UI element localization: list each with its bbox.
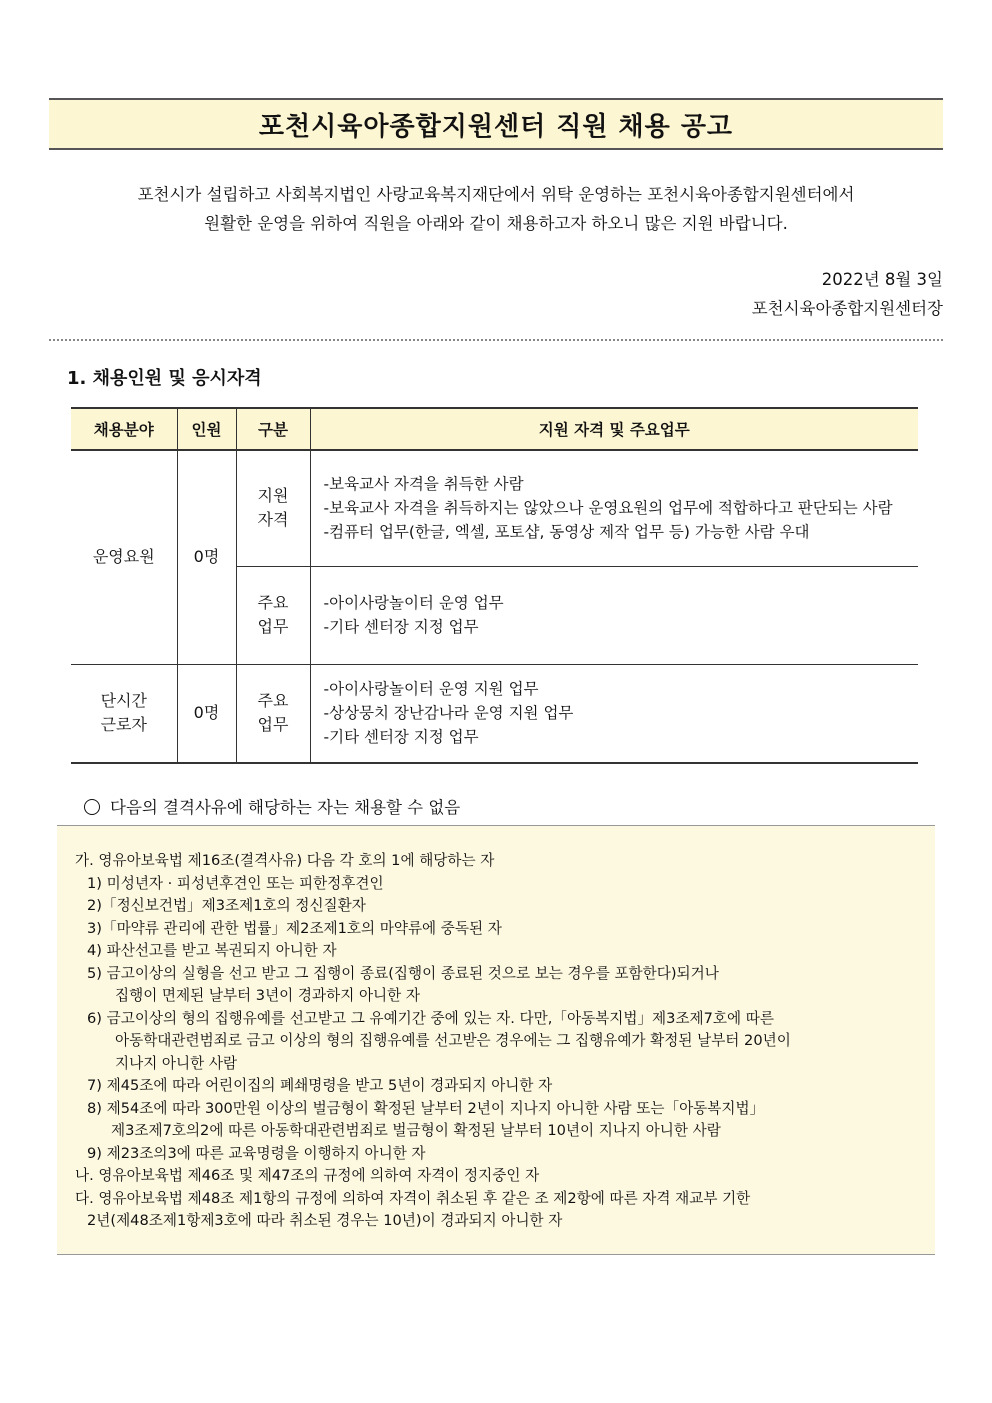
divider xyxy=(49,339,943,341)
qualification-list xyxy=(310,450,918,566)
reason-line: 4) 파산선고를 받고 복권되지 아니한 자 xyxy=(87,942,337,959)
list-item: -아이사랑놀이터 운영 업무 xyxy=(323,594,504,612)
reason-line: 나. 영유아보육법 제46조 및 제47조의 규정에 의하여 자격이 정지중인 자 xyxy=(75,1167,540,1184)
count-cell: 0명 xyxy=(177,450,236,664)
header-field: 채용분야 xyxy=(71,408,177,450)
reason-line: 9) 제23조의3에 따른 교육명령을 이행하지 아니한 자 xyxy=(87,1144,426,1162)
page-title: 포천시육아종합지원센터 직원 채용 공고 xyxy=(49,98,943,150)
category-label: 지원 xyxy=(257,486,289,506)
reason-line: 1) 미성년자 · 피성년후견인 또는 피한정후견인 xyxy=(87,874,384,892)
reason-line: 지나지 아니한 사람 xyxy=(115,1054,238,1072)
intro-line: 포천시가 설립하고 사회복지법인 사랑교육복지재단에서 위탁 운영하는 포천시육아종합지원센터에서 xyxy=(137,185,855,204)
announcement-date: 2022년 8월 3일 xyxy=(821,270,943,289)
recruitment-table xyxy=(71,407,918,764)
reason-line: 다. 영유아보육법 제48조 제1항의 규정에 의하여 자격이 취소된 후 같은 조 제2항에 따른 자격 재교부 기한 xyxy=(75,1189,751,1207)
reason-line: 아동학대관련범죄로 금고 이상의 형의 집행유예를 선고받은 경우에는 그 집행유예가 확정된 날부터 20년이 xyxy=(115,1032,791,1049)
list-item: -아이사랑놀이터 운영 지원 업무 xyxy=(323,680,539,699)
field-cell xyxy=(71,664,177,763)
count-cell: 0명 xyxy=(177,664,236,763)
section-title: 1. 채용인원 및 응시자격 xyxy=(67,368,262,389)
category-cell xyxy=(236,566,310,664)
category-label: 주요 xyxy=(257,593,289,612)
header-detail: 지원 자격 및 주요업무 xyxy=(310,408,918,450)
field-cell: 운영요원 xyxy=(71,450,177,664)
reason-line: 가. 영유아보육법 제16조(결격사유) 다음 각 호의 1에 해당하는 자 xyxy=(75,852,495,869)
notice-text: 다음의 결격사유에 해당하는 자는 채용할 수 없음 xyxy=(110,798,461,817)
issuer-name: 포천시육아종합지원센터장 xyxy=(751,299,943,318)
intro-paragraph xyxy=(49,180,943,238)
reason-line: 집행이 면제된 날부터 3년이 경과하지 아니한 자 xyxy=(115,987,420,1004)
reason-line: 5) 금고이상의 실형을 선고 받고 그 집행이 종료(집행이 종료된 것으로 보는 경우를 포함한다)되거나 xyxy=(87,964,719,982)
reason-line: 6) 금고이상의 형의 집행유예를 선고받고 그 유예기간 중에 있는 자. 다만,「아동복지법」제3조제7호에 따른 xyxy=(87,1009,774,1027)
list-item: -보육교사 자격을 취득하지는 않았으나 운영요원의 업무에 적합하다고 판단되는 사람 xyxy=(323,499,893,518)
disqualification-notice xyxy=(84,794,460,818)
reason-line: 3)「마약류 관리에 관한 법률」제2조제1호의 마약류에 중독된 자 xyxy=(87,919,502,937)
category-label: 자격 xyxy=(257,510,289,530)
circle-bullet-icon xyxy=(84,799,100,815)
date-block xyxy=(752,265,943,323)
list-item: -상상뭉치 장난감나라 운영 지원 업무 xyxy=(323,704,574,723)
reason-line: 8) 제54조에 따라 300만원 이상의 벌금형이 확정된 날부터 2년이 지나지 아니한 사람 또는「아동복지법」 xyxy=(87,1099,765,1117)
field-label: 단시간 xyxy=(100,691,147,711)
list-item: -보육교사 자격을 취득한 사람 xyxy=(323,475,524,494)
list-item: -기타 센터장 지정 업무 xyxy=(323,728,479,747)
reason-line: 2)「정신보건법」제3조제1호의 정신질환자 xyxy=(87,897,366,914)
list-item: -컴퓨터 업무(한글, 엑셀, 포토샵, 동영상 제작 업무 등) 가능한 사람 우대 xyxy=(323,523,810,542)
category-label: 주요 xyxy=(257,691,289,711)
category-cell xyxy=(236,664,310,763)
reason-line: 2년(제48조제1항제3호에 따라 취소된 경우는 10년)이 경과되지 아니한 자 xyxy=(87,1212,563,1229)
reason-line: 제3조제7호의2에 따른 아동학대관련범죄로 벌금형이 확정된 날부터 10년이 지나지 아니한 사람 xyxy=(111,1122,721,1139)
table-row xyxy=(71,664,918,763)
table-header-row xyxy=(71,408,918,450)
header-category: 구분 xyxy=(236,408,310,450)
intro-line: 원활한 운영을 위하여 직원을 아래와 같이 채용하고자 하오니 많은 지원 바랍니다. xyxy=(204,214,788,233)
category-label: 업무 xyxy=(257,715,289,735)
category-cell xyxy=(236,450,310,566)
disqualification-box xyxy=(57,825,935,1255)
category-label: 업무 xyxy=(257,617,289,636)
header-count: 인원 xyxy=(177,408,236,450)
field-label: 근로자 xyxy=(100,715,147,735)
table-row xyxy=(71,450,918,566)
duty-list xyxy=(310,566,918,664)
duty-list xyxy=(310,664,918,763)
reason-line: 7) 제45조에 따라 어린이집의 폐쇄명령을 받고 5년이 경과되지 아니한 자 xyxy=(87,1077,553,1094)
list-item: -기타 센터장 지정 업무 xyxy=(323,618,479,636)
